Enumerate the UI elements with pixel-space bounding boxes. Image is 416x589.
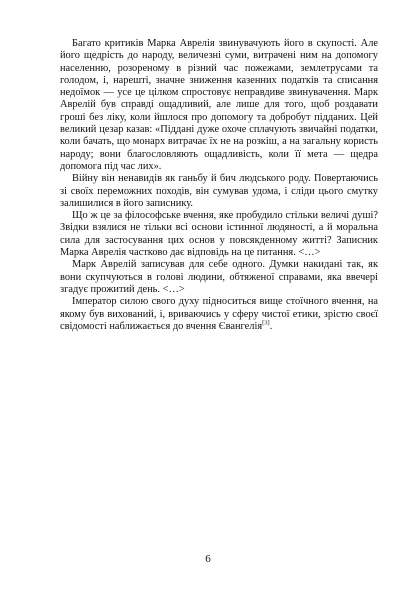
footnote-reference[interactable]: [3] — [262, 319, 270, 327]
paragraph-2 — [60, 173, 378, 210]
paragraph-4-text: Марк Аврелій записував для себе одного. Думки накидані так, як вони скупчуються в голові людини, обтяженої справами, яка ввечері згадує прожитий день. <…> — [60, 259, 378, 295]
body-text — [60, 38, 378, 333]
paragraph-3 — [60, 210, 378, 259]
paragraph-5-tail: . — [269, 320, 273, 332]
paragraph-5 — [60, 296, 378, 333]
page-number: 6 — [205, 553, 211, 565]
paragraph-1-text: Багато критиків Марка Аврелія звинувачують його в скупості. Але його щедрість до народу, величезні суми, витрачені ним на допомогу населенню, розореному в різний час пожежами, землетрусами та голодом, і, нарешті, значне зниження казенних податків та списання недоїмок — усе це цілком спростовує неправдиве звинувачення. Марк Аврелій був справді ощадливий, але лише для того, щоб роздавати гроші без ліку, коли йшлося про допомогу та добробут підданих. Цей великий цезар казав: «Піддані дуже охоче сплачують звичайні податки, коли бачать, що монарх витрачає їх не на розкіш, а на загальну користь народу; вони благословляють ощадливість, коли її мета — щедра допомога під час лих». — [60, 38, 378, 172]
paragraph-5-text: Імператор силою свого духу підноситься вище стоїчного вчення, на якому був вихований, і, вриваючись у сферу чистої етики, зрістю своєї свідомості наближається до вчення Євангелія — [60, 296, 378, 332]
paragraph-4 — [60, 259, 378, 296]
paragraph-3-text: Що ж це за філософське вчення, яке пробудило стільки величі душі? Звідки взялися не тільки всі основи істинної людяності, а й моральна сила для застосування цих основ у повсякденному житті? Записник Марка Аврелія частково дає відповідь на це питання. <…> — [60, 210, 378, 259]
paragraph-1 — [60, 38, 378, 173]
paragraph-2-text: Війну він ненавидів як ганьбу й бич людського роду. Повертаючись зі своїх переможних походів, він сумував удома, і сліди цього смутку залишилися в його записнику. — [60, 173, 378, 209]
